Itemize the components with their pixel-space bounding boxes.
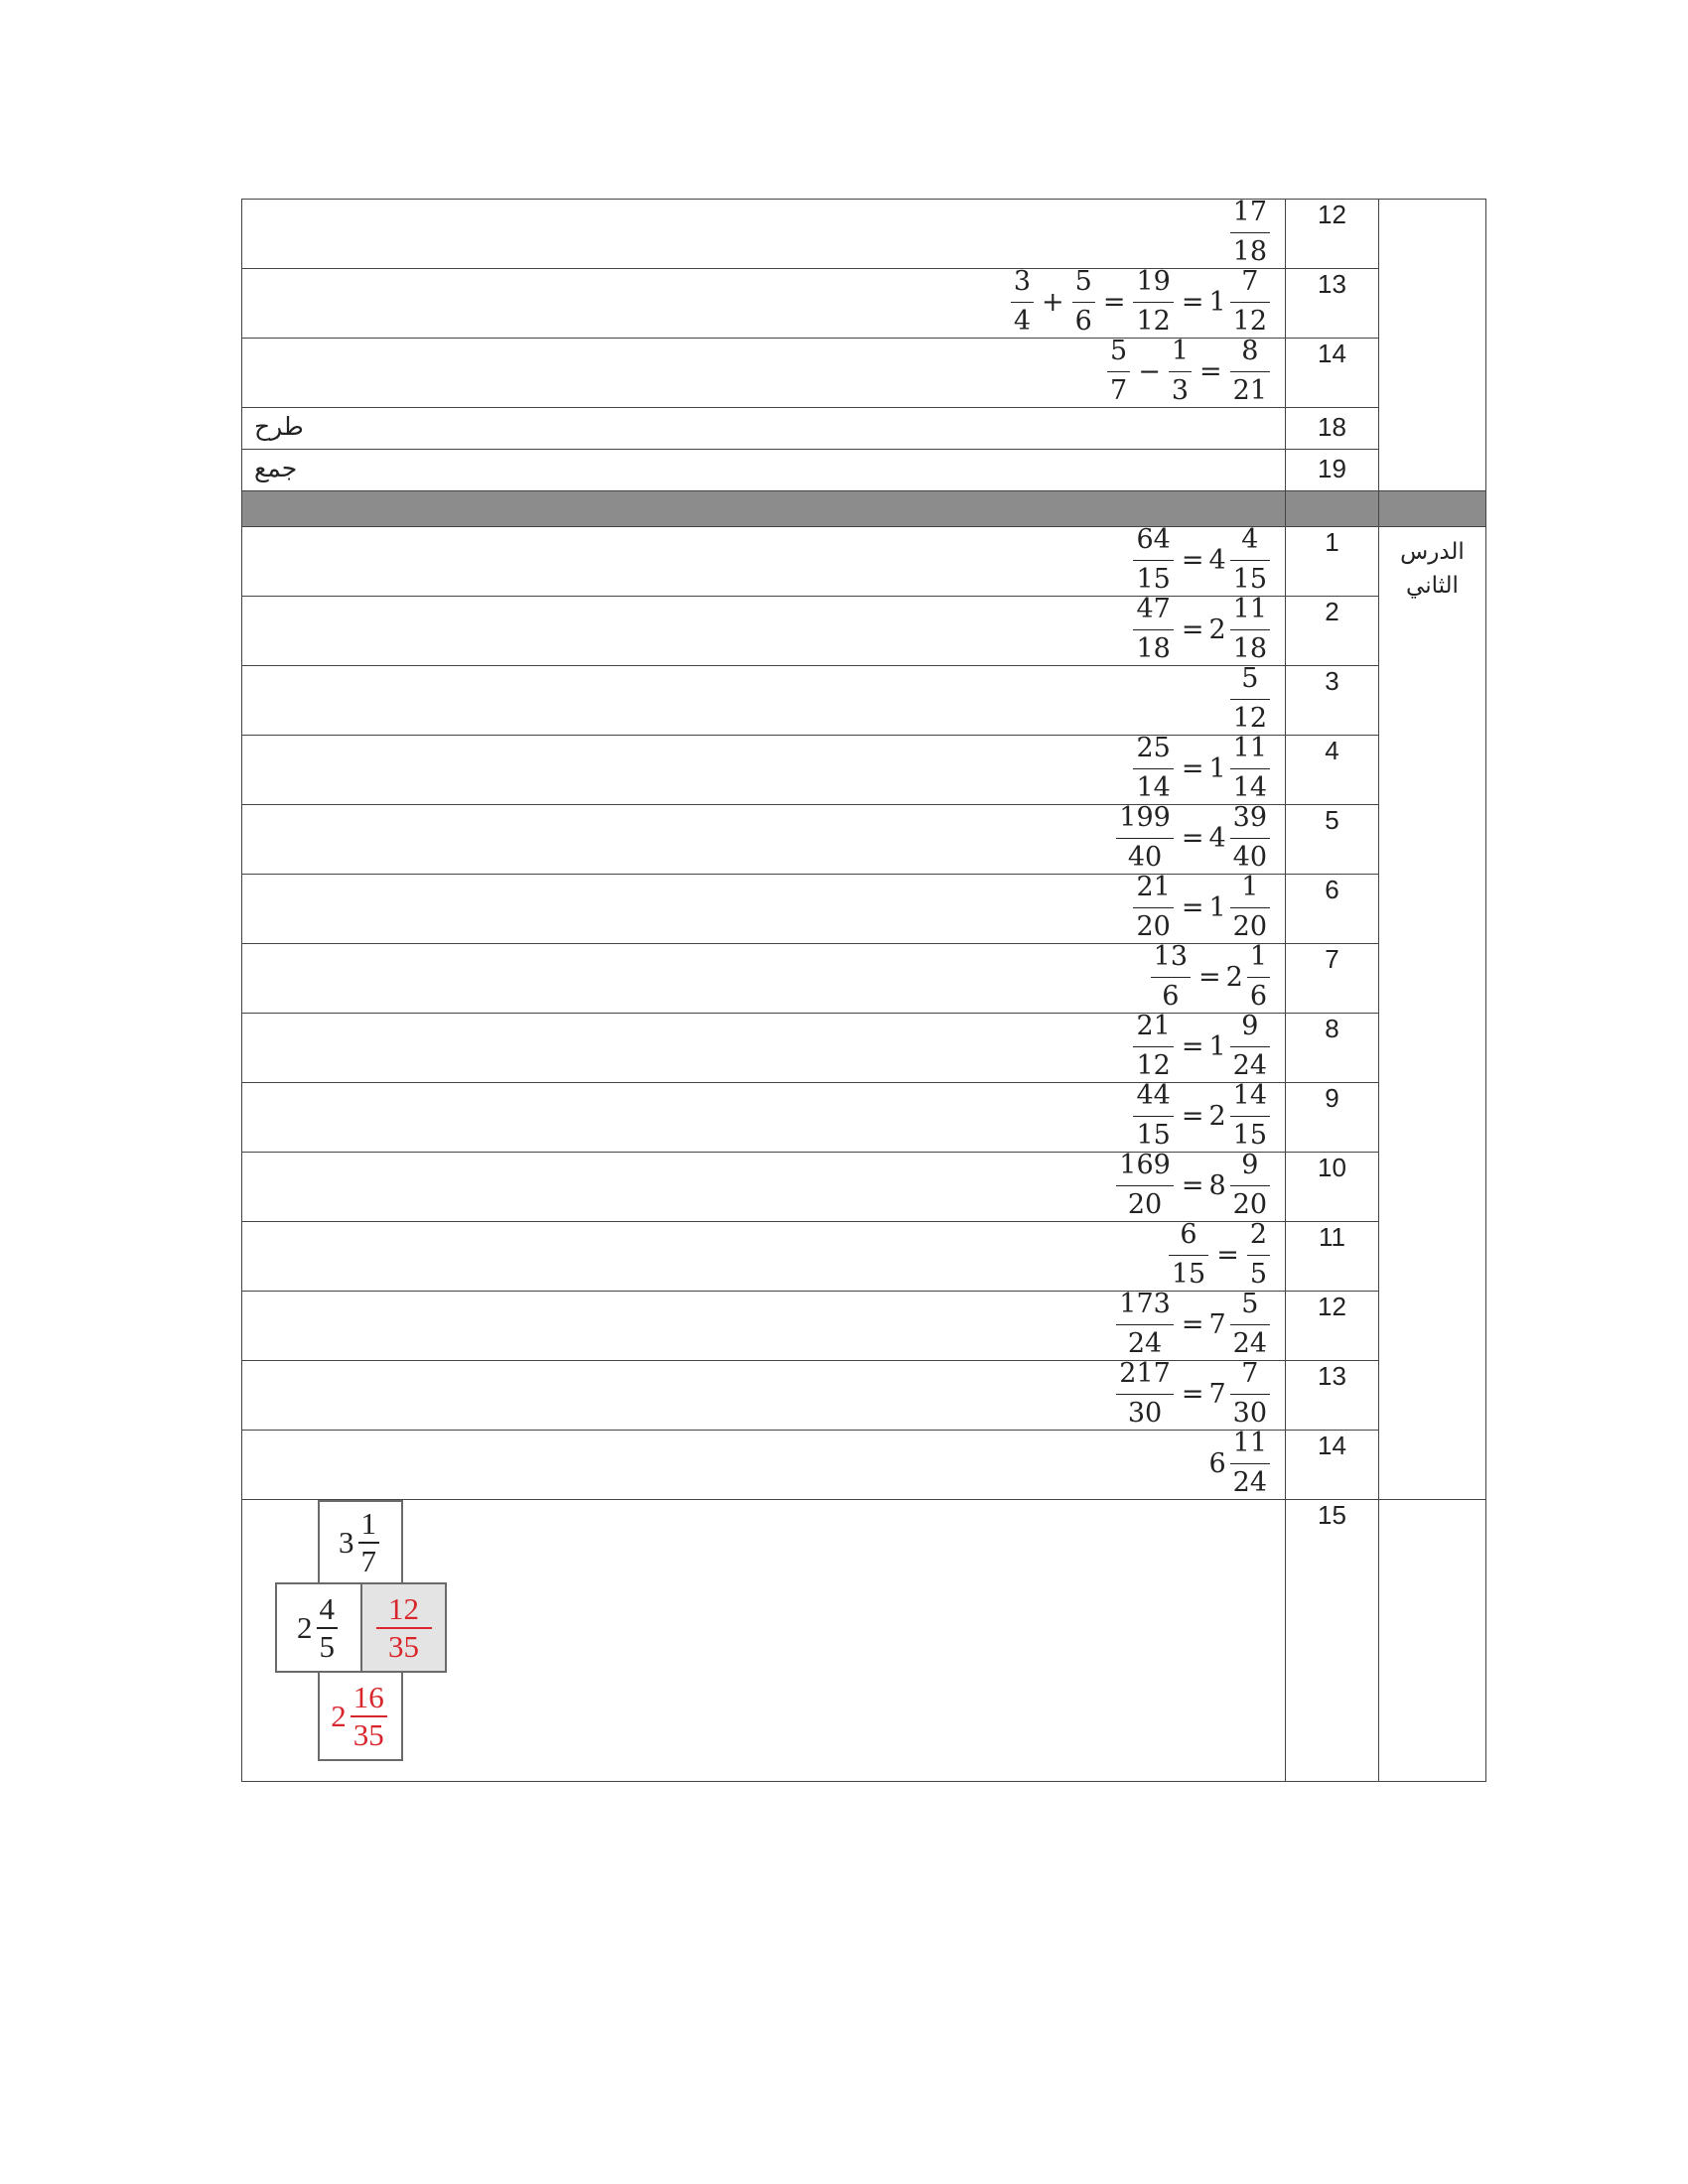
denominator: 7 [360,1543,376,1578]
math-operator: = [1181,614,1204,645]
whole-number: 1 [1208,752,1226,784]
denominator: 15 [1232,1120,1267,1151]
numerator: 21 [1136,872,1171,902]
table-row [242,597,1486,666]
fraction [1116,1290,1174,1359]
fraction [351,1679,387,1752]
question-number: 18 [1286,408,1379,450]
grid-cell-left [275,1582,362,1673]
fraction [1247,942,1270,1012]
answer-cell [242,336,1286,408]
numerator: 11 [1232,594,1267,624]
denominator: 14 [1136,772,1171,803]
table-row [242,875,1486,944]
numerator: 16 [352,1679,384,1714]
fraction [1230,873,1270,942]
denominator: 12 [1232,703,1267,734]
fraction [1230,664,1270,734]
numerator: 2 [1249,1219,1267,1250]
numerator: 44 [1136,1080,1171,1111]
math-operator: + [1042,286,1064,318]
question-number: 4 [1286,736,1379,805]
fraction [1230,198,1270,267]
whole-number: 2 [331,1698,347,1733]
whole-number: 8 [1208,1169,1226,1201]
table-row [242,269,1486,339]
numerator: 5 [1110,336,1128,366]
math-expression [1130,595,1273,664]
answer-cell [242,266,1286,339]
math-expression [1008,267,1273,337]
fraction [1133,525,1173,595]
question-number: 15 [1286,1500,1379,1782]
fraction [1133,595,1173,664]
numerator: 5 [1241,663,1259,694]
question-number: 14 [1286,1431,1379,1500]
numerator: 1 [1171,336,1190,366]
fraction [1133,1081,1173,1151]
numerator: 11 [1232,1428,1267,1458]
question-number: 5 [1286,805,1379,875]
answer-cell [242,941,1286,1014]
math-operator: = [1181,752,1204,784]
numerator: 9 [1241,1011,1259,1041]
math-operator: = [1198,961,1221,993]
fraction [1230,1290,1270,1359]
numerator: 5 [1074,266,1092,297]
math-expression [1113,1359,1273,1429]
denominator: 5 [319,1628,335,1664]
question-number: 13 [1286,1361,1379,1431]
math-operator: = [1181,1169,1204,1201]
table-row [242,1014,1486,1083]
whole-number: 1 [1208,1030,1226,1062]
answer-cell [242,1011,1286,1083]
question-number: 8 [1286,1014,1379,1083]
table-row [242,1083,1486,1153]
denominator: 40 [1232,842,1267,873]
question-number: 19 [1286,450,1379,491]
answer-table [241,199,1486,1782]
table-row [242,736,1486,805]
math-operator: = [1181,1308,1204,1340]
math-expression [1227,664,1273,734]
separator-cell [242,491,1286,527]
numerator: 3 [1013,266,1032,297]
fraction [1133,267,1173,337]
fraction [1230,1359,1270,1429]
whole-number: 4 [1208,822,1226,854]
fraction [1072,267,1095,337]
denominator: 24 [1127,1328,1163,1359]
math-expression [1166,1220,1273,1290]
whole-number: 1 [1208,891,1226,923]
math-expression [1130,525,1273,595]
fraction [1133,1012,1173,1081]
grid-cell-product [360,1582,447,1673]
table-row [242,1361,1486,1431]
question-number: 2 [1286,597,1379,666]
math-expression [1130,1012,1273,1081]
table-row [242,805,1486,875]
math-operator: − [1138,355,1161,387]
numerator: 173 [1119,1289,1171,1319]
math-operator: = [1181,1378,1204,1410]
numerator: 8 [1241,336,1259,366]
fraction [1230,1012,1270,1081]
denominator: 12 [1136,306,1171,337]
lesson-cell-empty [1379,1500,1486,1782]
whole-number: 7 [1208,1378,1226,1410]
whole-number: 7 [1208,1308,1226,1340]
numerator: 4 [319,1590,335,1626]
math-expression [1148,942,1273,1012]
numerator: 1 [360,1505,376,1541]
numerator: 13 [1153,941,1188,972]
numerator: 64 [1136,524,1171,555]
whole-number: 2 [1225,961,1243,993]
denominator: 24 [1232,1467,1267,1498]
answer-cell [242,802,1286,875]
numerator: 9 [1241,1150,1259,1180]
multiplication-grid [242,1500,441,1768]
math-expression [1130,734,1273,803]
fraction [1230,803,1270,873]
fraction [1116,1359,1174,1429]
table-row [242,1431,1486,1500]
numerator: 4 [1241,524,1259,555]
answer-cell [242,1289,1286,1361]
numerator: 11 [1232,733,1267,763]
numerator: 1 [1249,941,1267,972]
math-operator: = [1181,1100,1204,1132]
denominator: 15 [1136,1120,1171,1151]
question-number: 9 [1286,1083,1379,1153]
table-row [242,200,1486,269]
separator-row [242,491,1486,527]
denominator: 5 [1249,1259,1267,1290]
fraction [1133,734,1173,803]
numerator: 1 [1241,872,1259,902]
fraction [1133,873,1173,942]
table-row [242,944,1486,1014]
denominator: 24 [1232,1328,1267,1359]
answer-cell [242,1219,1286,1292]
math-expression [1113,803,1273,873]
fraction [1230,267,1270,337]
fraction [1230,1429,1270,1498]
question-number: 7 [1286,944,1379,1014]
denominator: 24 [1232,1050,1267,1081]
math-operator: = [1181,1030,1204,1062]
fraction [1230,525,1270,595]
fraction [1230,1081,1270,1151]
denominator: 21 [1232,375,1267,406]
question-number: 12 [1286,1292,1379,1361]
numerator: 7 [1241,1358,1259,1389]
denominator: 7 [1110,375,1128,406]
math-operator: = [1181,286,1204,318]
fraction [1116,803,1174,873]
answer-cell [242,1150,1286,1222]
fraction [1230,595,1270,664]
math-expression [1113,1151,1273,1220]
whole-number: 4 [1208,544,1226,576]
question-number: 10 [1286,1153,1379,1222]
fraction [1230,337,1270,406]
denominator: 6 [1074,306,1092,337]
grid-cell-top [318,1500,403,1584]
answer-cell [242,1080,1286,1153]
numerator: 199 [1119,802,1171,833]
answer-cell [242,663,1286,736]
grid-cell-result [318,1671,403,1761]
question-number: 3 [1286,666,1379,736]
math-operator: = [1216,1239,1239,1271]
numerator: 169 [1119,1150,1171,1180]
numerator: 7 [1241,266,1259,297]
fraction [1169,337,1192,406]
denominator: 35 [388,1628,419,1664]
fraction [358,1505,380,1578]
math-expression [1227,198,1273,267]
question-number: 11 [1286,1222,1379,1292]
question-number: 6 [1286,875,1379,944]
numerator: 47 [1136,594,1171,624]
fraction [1011,267,1034,337]
denominator: 30 [1127,1398,1163,1429]
table-row [242,666,1486,736]
denominator: 15 [1171,1259,1206,1290]
numerator: 17 [1232,197,1267,227]
answer-cell [242,872,1286,944]
denominator: 18 [1232,236,1267,267]
numerator: 6 [1180,1219,1197,1250]
math-expression [1130,1081,1273,1151]
denominator: 4 [1013,306,1032,337]
lesson-cell-empty [1379,200,1486,491]
numerator: 14 [1232,1080,1267,1111]
question-number: 14 [1286,339,1379,408]
numerator: 25 [1136,733,1171,763]
whole-number: 2 [1208,1100,1226,1132]
denominator: 15 [1136,564,1171,595]
denominator: 20 [1136,911,1171,942]
word-answer: طرح [254,412,304,441]
math-operator: = [1199,355,1222,387]
table-row [242,408,1486,450]
question-number: 12 [1286,200,1379,269]
table-row [242,1153,1486,1222]
answer-cell [242,1358,1286,1431]
answer-cell [242,197,1286,269]
question-number: 1 [1286,527,1379,597]
whole-number: 2 [297,1609,313,1645]
fraction [1169,1220,1208,1290]
fraction [1116,1151,1174,1220]
math-operator: = [1102,286,1126,318]
denominator: 20 [1127,1189,1163,1220]
math-expression [1208,1429,1273,1498]
denominator: 6 [1162,981,1180,1012]
numerator: 12 [388,1590,419,1626]
question-number: 13 [1286,269,1379,339]
math-operator: = [1181,544,1204,576]
denominator: 12 [1232,306,1267,337]
denominator: 12 [1136,1050,1171,1081]
fraction [376,1590,432,1664]
fraction [1230,1151,1270,1220]
fraction [1247,1220,1270,1290]
math-expression [1130,873,1273,942]
whole-number: 3 [339,1524,354,1560]
table-row [242,450,1486,491]
numerator: 39 [1232,802,1267,833]
whole-number: 1 [1208,286,1226,318]
numerator: 5 [1241,1289,1259,1319]
denominator: 35 [352,1716,384,1752]
answer-cell [242,1500,1286,1782]
fraction [1151,942,1191,1012]
table-row [242,339,1486,408]
numerator: 19 [1136,266,1171,297]
fraction [1107,337,1130,406]
lesson-label: الدرس الثاني [1400,539,1465,599]
fraction [317,1590,339,1664]
math-expression [1113,1290,1273,1359]
denominator: 18 [1136,633,1171,664]
math-operator: = [1181,891,1204,923]
denominator: 15 [1232,564,1267,595]
table-row [242,1292,1486,1361]
answer-cell [242,450,1286,491]
denominator: 20 [1232,911,1267,942]
table-row [242,1500,1486,1782]
answer-cell [242,733,1286,805]
numerator: 217 [1119,1358,1171,1389]
answer-cell [242,1428,1286,1500]
table-row [242,1222,1486,1292]
word-answer: جمع [254,454,298,482]
denominator: 3 [1171,375,1190,406]
numerator: 21 [1136,1011,1171,1041]
answer-cell [242,524,1286,597]
answer-cell [242,594,1286,666]
math-operator: = [1181,822,1204,854]
separator-cell [1379,491,1486,527]
table-row [242,527,1486,597]
denominator: 14 [1232,772,1267,803]
separator-cell [1286,491,1379,527]
denominator: 40 [1127,842,1163,873]
denominator: 18 [1232,633,1267,664]
fraction [1230,734,1270,803]
denominator: 20 [1232,1189,1267,1220]
denominator: 30 [1232,1398,1267,1429]
lesson-cell [1379,527,1486,1500]
answer-cell [242,408,1286,450]
whole-number: 2 [1208,614,1226,645]
whole-number: 6 [1208,1447,1226,1479]
denominator: 6 [1249,981,1267,1012]
math-expression [1104,337,1273,406]
